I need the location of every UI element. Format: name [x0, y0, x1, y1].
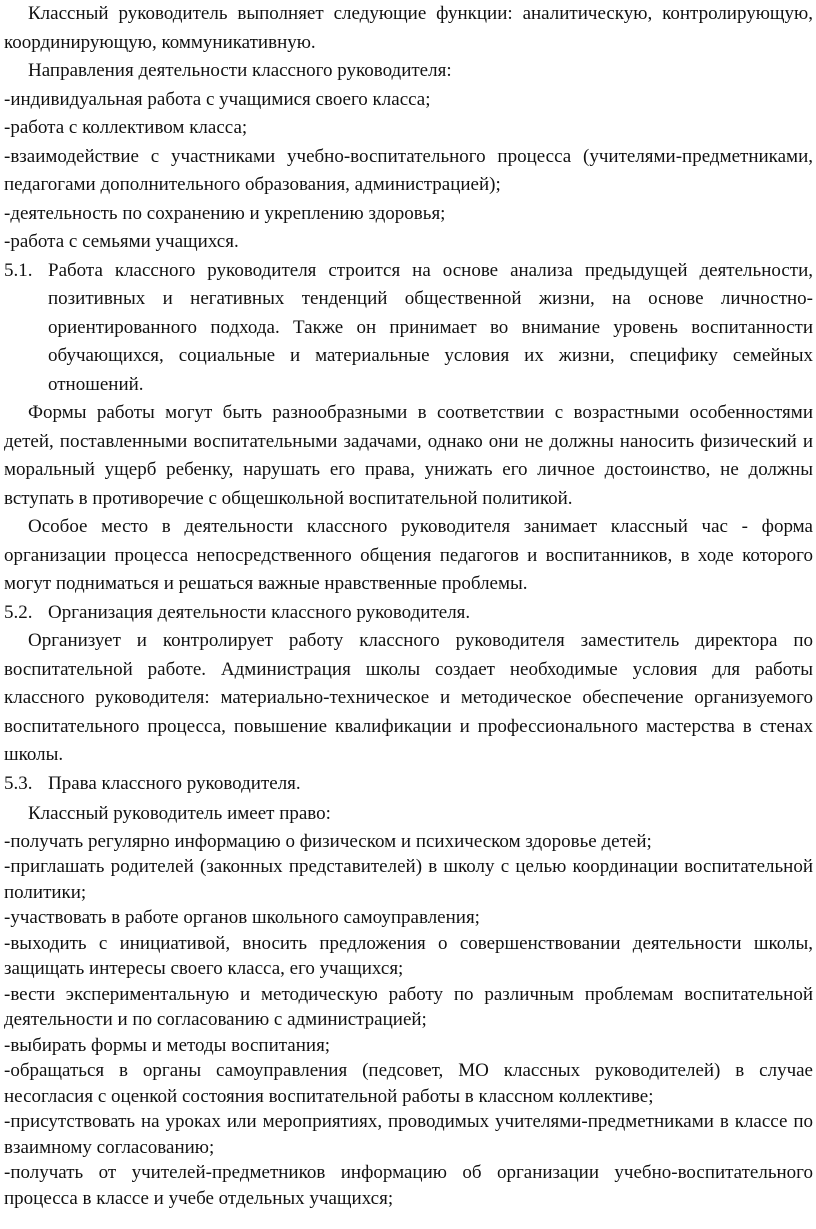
rights-item: -приглашать родителей (законных представителей) в школу с целью координации воспитательной политики; [4, 856, 813, 903]
section-number: 5.1. [4, 259, 33, 281]
direction-item: -индивидуальная работа с учащимися своего класса; [4, 88, 431, 110]
section-5-3 [4, 770, 813, 799]
rights-item: -получать от учителей-предметников информацию об организации учебно-воспитательного процесса в классе и учебе отдельных учащихся; [4, 1162, 813, 1209]
rights-item: -получать регулярно информацию о физическом и психическом здоровье детей; [4, 830, 652, 852]
rights-item: -выходить с инициативой, вносить предложения о совершенствовании деятельности школы, защищать интересы своего класса, его учащихся; [4, 932, 813, 979]
directions-title: Направления деятельности классного руководителя: [28, 60, 452, 81]
section-number: 5.2. [4, 601, 33, 623]
direction-item: -деятельность по сохранению и укреплению здоровья; [4, 202, 446, 224]
rights-item: -обращаться в органы самоуправления (педсовет, МО классных руководителей) в случае несогласия с оценкой состояния воспитательной работы в классном коллективе; [4, 1060, 813, 1107]
section-heading: Организация деятельности классного руководителя. [48, 601, 471, 623]
functions-paragraph: Классный руководитель выполняет следующие функции: аналитическую, контролирующую, координирующую, коммуникативную. [4, 3, 813, 53]
class-hour-paragraph: Особое место в деятельности классного руководителя занимает классный час - форма организации процесса непосредственного общения педагогов и воспитанников, в ходе которого могут подниматься и решаться важные нравственные проблемы. [4, 516, 813, 594]
section-text: Работа классного руководителя строится на основе анализа предыдущей деятельности, позитивных и негативных тенденций общественной жизни, на основе личностно- ориентированного подхода. Также он принимает во внимание уровень воспитанности обучающихся, социальные и материальные условия их жизни, специфику семейных отношений. [48, 259, 813, 395]
rights-item: -выбирать формы и методы воспитания; [4, 1034, 331, 1056]
section-5-2 [4, 599, 813, 628]
direction-item: -работа с семьями учащихся. [4, 231, 239, 252]
section-number: 5.3. [4, 772, 33, 794]
rights-item: -участвовать в работе органов школьного самоуправления; [4, 907, 480, 928]
rights-title: Классный руководитель имеет право: [28, 803, 331, 824]
rights-item: -присутствовать на уроках или мероприятиях, проводимых учителями-предметниками в классе по взаимному согласованию; [4, 1111, 813, 1158]
direction-item: -взаимодействие с участниками учебно-воспитательного процесса (учителями-предметниками, педагогами дополнительного образования, администрацией); [4, 145, 813, 195]
organizes-paragraph: Организует и контролирует работу классного руководителя заместитель директора по воспитательной работе. Администрация школы создает необходимые условия для работы классного руководителя: материально-техническое и методическое обеспечение организуемого воспитательного процесса, повышение квалификации и профессионального мастерства в стенах школы. [4, 630, 813, 765]
forms-paragraph: Формы работы могут быть разнообразными в соответствии с возрастными особенностями детей, поставленными воспитательными задачами, однако они не должны наносить физический и моральный ущерб ребенку, нарушать его права, унижать его личное достоинство, не должны вступать в противоречие с общешкольной воспитательной политикой. [4, 402, 813, 509]
section-5-1 [4, 257, 813, 400]
direction-item: -работа с коллективом класса; [4, 117, 248, 138]
rights-item: -вести экспериментальную и методическую работу по различным проблемам воспитательной деятельности и по согласованию с администрацией; [4, 983, 813, 1030]
section-heading: Права классного руководителя. [48, 772, 301, 794]
